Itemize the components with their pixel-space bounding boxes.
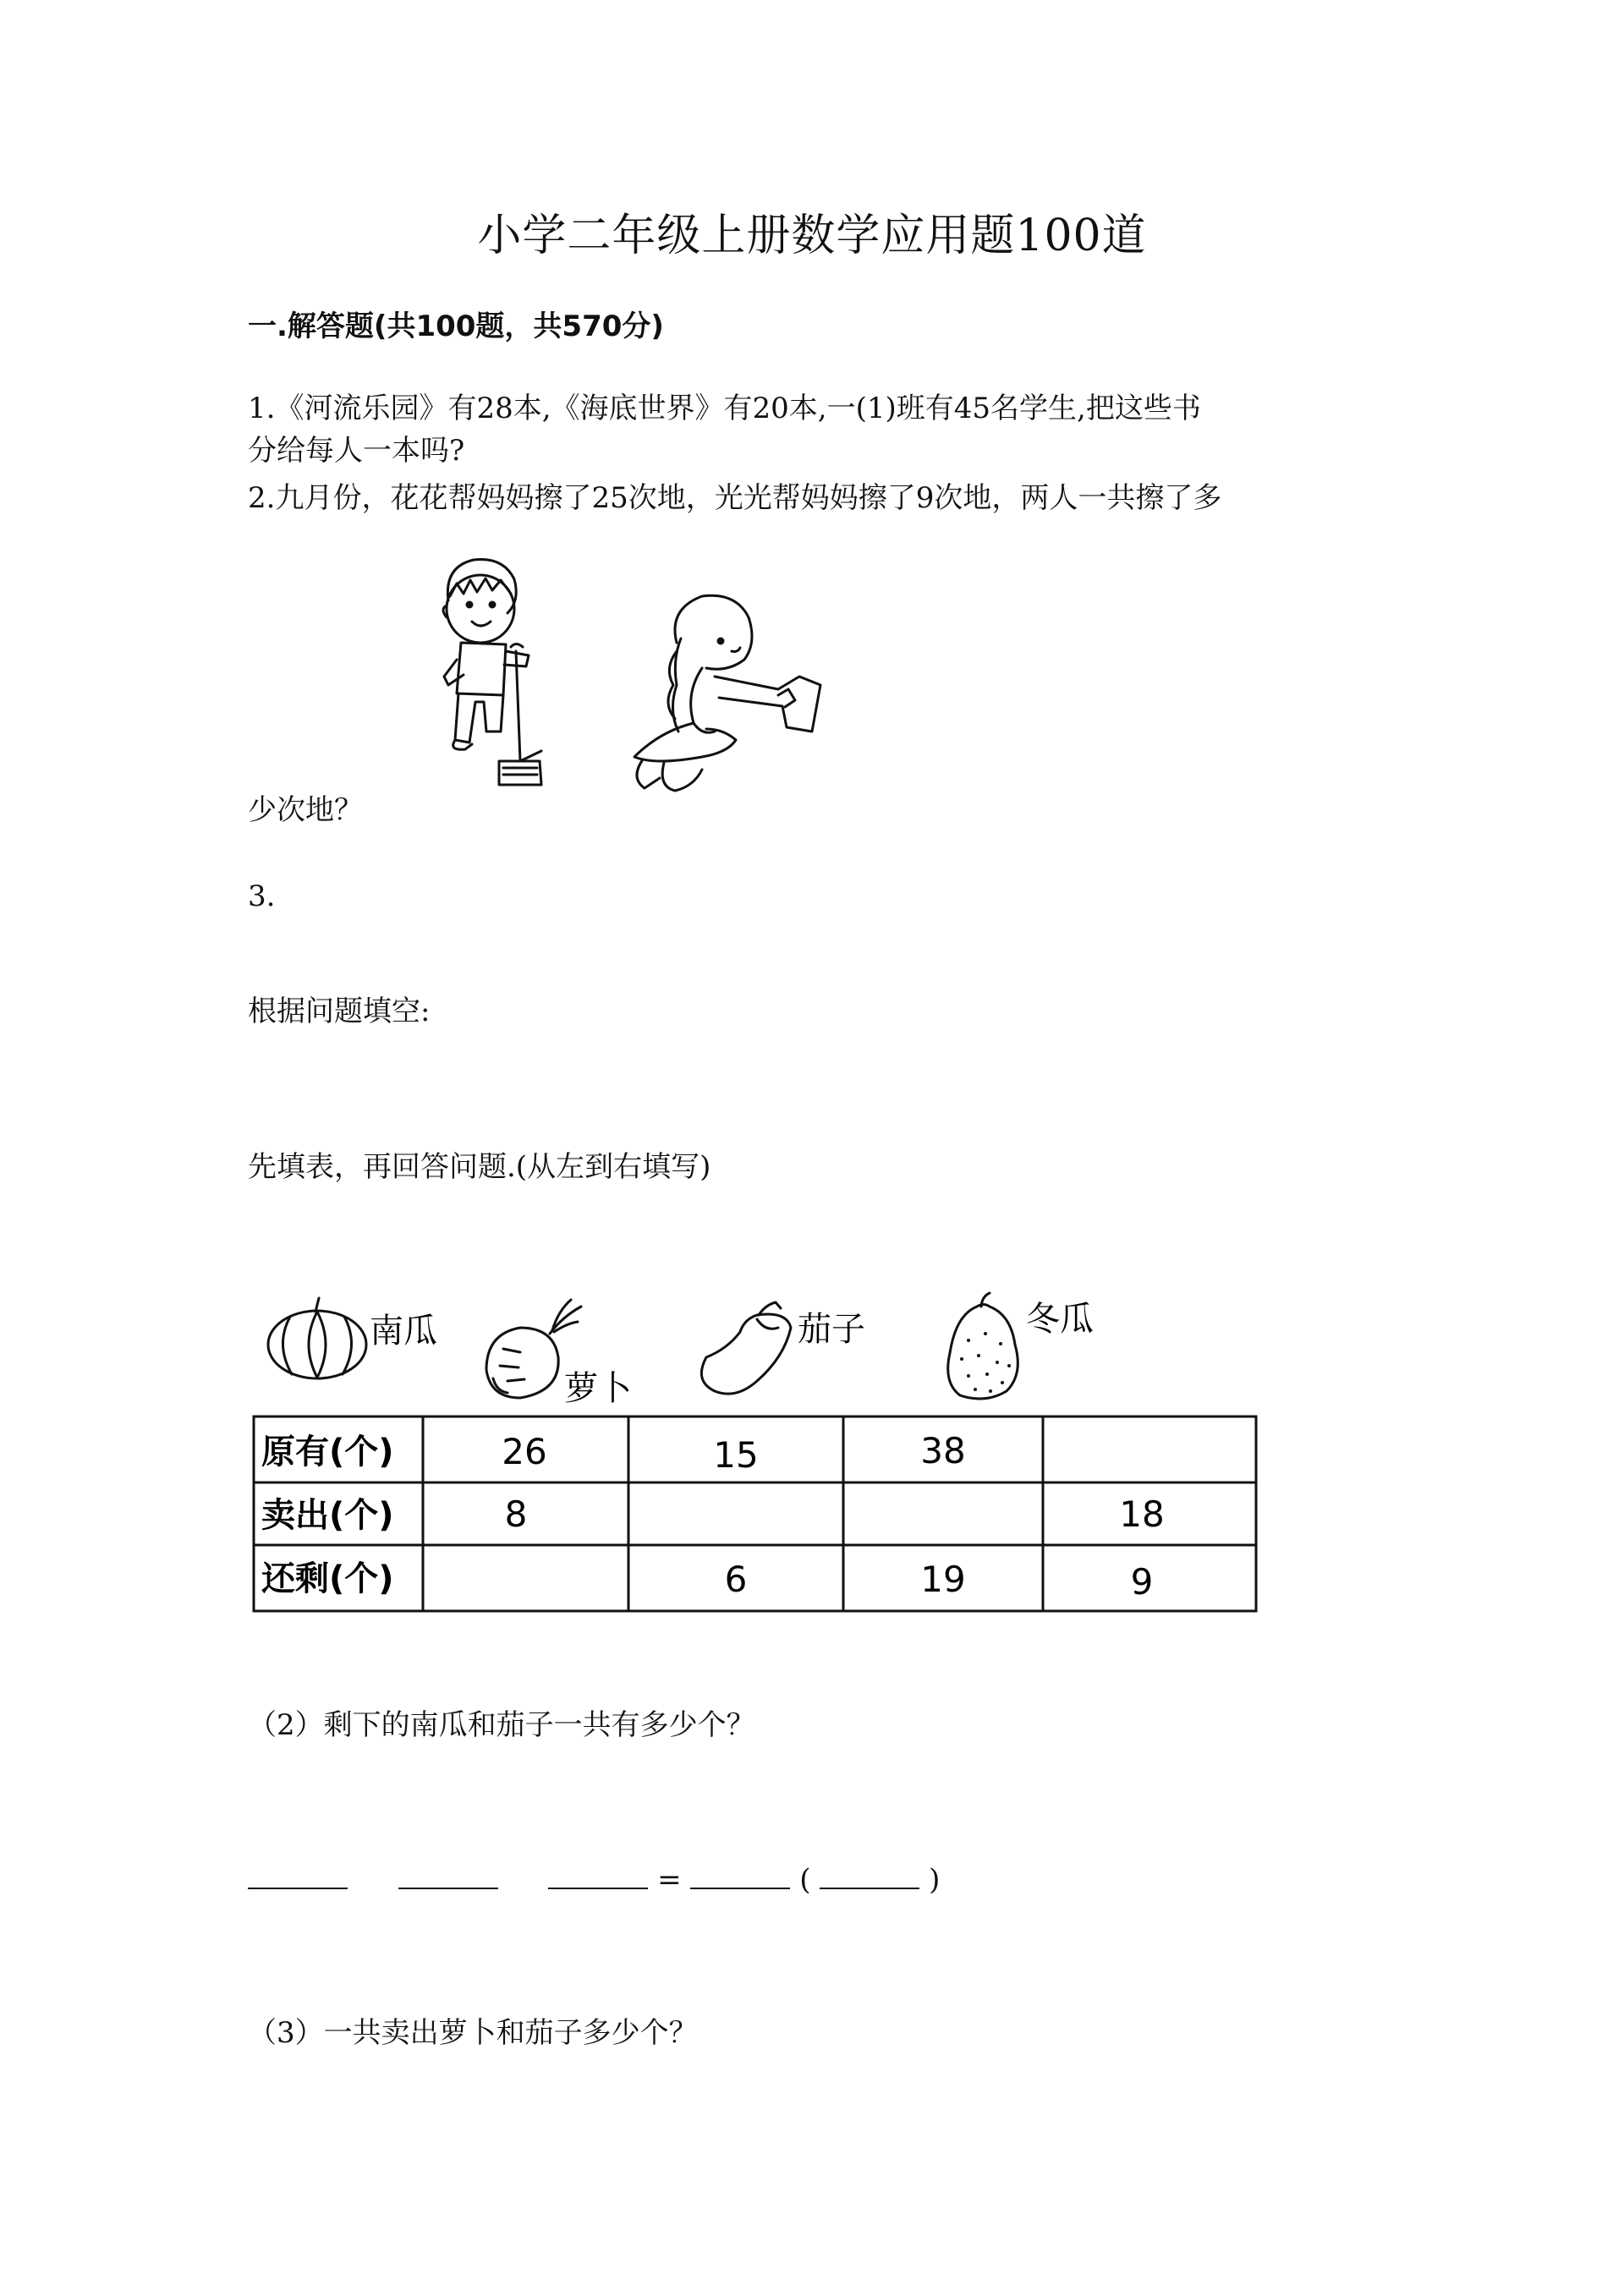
question-3-number: 3.	[248, 879, 276, 913]
cell-remaining-winter-melon: 9	[1130, 1561, 1154, 1603]
question-1-line-1: 1.《河流乐园》有28本,《海底世界》有20本,一(1)班有45名学生,把这些书	[248, 392, 1201, 425]
boy-with-mop	[443, 559, 541, 785]
girl-wiping-floor	[634, 595, 820, 791]
pumpkin-icon	[268, 1298, 366, 1378]
paren-close: )	[929, 1863, 941, 1897]
row-label-original: 原有(个)	[261, 1433, 394, 1471]
blank-1[interactable]	[248, 1859, 348, 1889]
cell-sold-pumpkin: 8	[504, 1493, 528, 1535]
veg-label-pumpkin: 南瓜	[370, 1312, 437, 1351]
equation-blanks	[248, 1859, 940, 1897]
blank-5-unit[interactable]	[820, 1859, 919, 1889]
veg-label-eggplant: 茄子	[798, 1310, 865, 1349]
question-2-line-2: 少次地？	[248, 793, 363, 827]
blank-2[interactable]	[398, 1859, 498, 1889]
winter-melon-dots	[960, 1332, 1011, 1393]
question-3-instruction: 先填表，再回答问题.(从左到右填写)	[248, 1150, 711, 1184]
section-heading: 一.解答题(共100题，共570分)	[248, 310, 664, 343]
question-3-sub-2: （2）剩下的南瓜和茄子一共有多少个？	[248, 1708, 755, 1742]
cell-sold-winter-melon: 18	[1119, 1493, 1165, 1535]
row-label-remaining: 还剩(个)	[261, 1559, 394, 1598]
cell-original-pumpkin: 26	[502, 1431, 547, 1472]
equals-sign: =	[657, 1863, 682, 1897]
blank-3[interactable]	[548, 1859, 648, 1889]
paren-open: (	[799, 1863, 811, 1897]
question-3-sub-3: （3）一共卖出萝卜和茄子多少个？	[248, 2016, 698, 2050]
blank-4[interactable]	[690, 1859, 790, 1889]
question-3-intro: 根据问题填空:	[248, 995, 431, 1028]
cell-original-radish: 15	[713, 1434, 759, 1476]
question-2-line-1: 2.九月份，花花帮妈妈擦了25次地，光光帮妈妈擦了9次地，两人一共擦了多	[248, 481, 1222, 515]
page-title: 小学二年级上册数学应用题100道	[477, 211, 1147, 261]
winter-melon-icon	[948, 1293, 1018, 1399]
mopping-children-illustration	[423, 550, 930, 829]
cell-remaining-eggplant: 19	[920, 1559, 966, 1600]
cell-remaining-radish: 6	[724, 1559, 748, 1600]
eggplant-icon	[701, 1302, 791, 1394]
question-1-line-2: 分给每人一本吗?	[248, 434, 465, 468]
cell-original-eggplant: 38	[920, 1430, 966, 1471]
row-label-sold: 卖出(个)	[261, 1496, 394, 1535]
veg-label-winter-melon: 冬瓜	[1026, 1300, 1094, 1339]
veg-label-radish: 萝卜	[564, 1369, 632, 1408]
vegetable-table	[250, 1281, 1265, 1619]
